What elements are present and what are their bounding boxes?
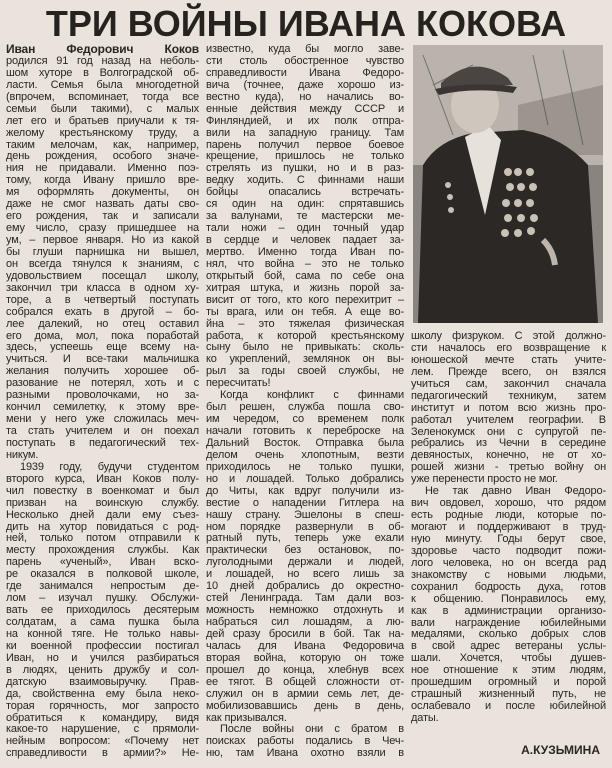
text-line: (впрочем, вспоминает, тогда все (6, 90, 199, 103)
article-column-1 (6, 44, 199, 760)
text-line: делом очень хлопотным, везти (206, 448, 404, 461)
text-line: ее тягот. В общей сложности от- (206, 675, 404, 688)
text-line: луголодными держали и людей, (206, 556, 404, 569)
text-line: вторая война, которую он тоже (206, 651, 404, 664)
text-line: справедливости Ивана Федоро- (206, 66, 404, 79)
text-line: ему число, сразу пришедшее на (6, 222, 199, 235)
text-line: Когда конфликт с финнами (220, 389, 404, 402)
text-line: кончил семилетку, к этому вре- (6, 401, 199, 414)
article-column-2 (206, 44, 404, 760)
text-line: родился 91 год назад на неболь- (6, 54, 199, 67)
text-line: уже перенести просто не мог. (411, 473, 558, 486)
text-line: лом – изучал пушку. Обслужи- (6, 592, 199, 605)
text-line: лого человека, но он всегда рад (411, 556, 606, 569)
text-line: пересчитать! (206, 377, 271, 390)
text-line: до Читы, как вдруг получили из- (206, 484, 404, 497)
text-line: вать ее приходилось десятерым (6, 604, 199, 617)
text-line: медалями, сколько добрых слов (411, 628, 606, 641)
text-line: шом хуторе в Волгоградской об- (6, 66, 199, 79)
text-line: здоровье часто подводит пожи- (411, 544, 606, 557)
text-line: Зеленокумск они с супругой пе- (411, 425, 606, 438)
text-line: его дома, мол, пока поработай (6, 329, 199, 342)
text-line: висит от того, кто кого перехитрит – (206, 293, 404, 306)
text-line: таким мелочам, как, например, (6, 138, 199, 151)
text-line: им чередом, со временем полк (206, 413, 404, 426)
text-line: к общению. Понравилось ему, (411, 592, 606, 605)
text-line: датскую взаимовыручку. Прав- (6, 675, 199, 688)
text-line: рошей жизни - третью войну он (411, 461, 606, 474)
veteran-portrait-photo (413, 45, 603, 323)
text-line: сохранил бодрость духа, готов (411, 580, 606, 593)
text-line: служил он в армии семь лет, де- (206, 687, 404, 700)
text-line: солдатам, а сама пушка была (6, 616, 199, 628)
text-line: его рождения, так и записали (6, 210, 199, 223)
text-line: Иван Федорович Коков (6, 42, 199, 56)
text-line: шали. Хочется, чтобы душев- (411, 652, 606, 665)
text-line: хитрая штука, и жизнь порой за- (206, 281, 404, 294)
text-line: мобилизовавшись день в день, (206, 699, 404, 712)
article-headline: ТРИ ВОЙНЫ ИВАНА КОКОВА (45, 3, 567, 44)
text-line: лем. Прежде всего, он взялся (411, 365, 606, 378)
text-line: торая горячность, мог запросто (6, 699, 199, 712)
text-line: парень «ученый», Иван вско- (6, 556, 199, 569)
text-line: знакомству с новыми людьми, (411, 568, 606, 581)
text-line: даже не смог назвать даты сво- (6, 198, 199, 211)
text-line: бы глуши парнишка ни вышел, (6, 245, 199, 258)
text-line: сти началось его возвращение к (411, 341, 606, 354)
text-line: ню, там Ивана охотно взяли в (206, 747, 404, 760)
text-line: ум, – первое января. Но из какой (6, 234, 199, 246)
text-line: ней, только потом отправили к (6, 532, 199, 545)
text-line: Финляндией, и их полк отпра- (206, 114, 404, 127)
text-line: нял, что война – это не только (206, 257, 404, 270)
text-line: никум. (6, 448, 39, 461)
text-line: поступать в педагогический тех- (6, 436, 199, 449)
text-line: удовольствием посещал школу, (6, 269, 199, 282)
text-line: ласти. Семья была многодетной (6, 78, 199, 91)
text-line: ся один на один: спрятавшись (206, 198, 404, 211)
text-line: разование не потерял, хоть и с (6, 377, 199, 390)
text-line: и лошадей, но всего лишь за (206, 568, 404, 581)
text-line: стей Ленинграда. Там дали воз- (206, 592, 404, 605)
text-line: работал учителем географии. В (411, 413, 606, 426)
text-line: даты. (411, 712, 439, 724)
text-line: Не так давно Иван Федоро- (425, 485, 606, 498)
text-line: в свой адрес ветераны услы- (411, 640, 606, 653)
text-line: вали награждение юбилейными (411, 616, 606, 629)
text-line: практически без остановок, по- (206, 544, 404, 557)
text-line: вили на западную границу. Там (206, 126, 404, 139)
text-line: Иван, но и учился разбираться (6, 651, 199, 664)
text-line: вестие о нападении Гитлера на (206, 496, 404, 509)
text-line: есть родные люди, которые по- (411, 509, 606, 522)
text-line: семьи были такими), с малых (6, 102, 199, 115)
text-line: крещение, пришлось не только (206, 150, 404, 163)
text-line: как в администрации организо- (411, 604, 606, 617)
text-line: тому, когда Ивану пришло вре- (6, 174, 199, 187)
text-line: как призывался. (206, 711, 287, 724)
text-line: тали ножи – один точный удар (206, 222, 404, 235)
text-line: ведку ходить. С финнами наши (206, 174, 404, 187)
text-line: ном порядке развернули в об- (206, 520, 404, 533)
text-line: желому крестьянскому труду, а (6, 126, 199, 139)
text-line: известно, куда бы могло заве- (206, 43, 404, 55)
text-line: енные действия между СССР и (206, 102, 404, 115)
text-line: ре оказался в полковой школе, (6, 568, 199, 581)
text-line: лет его и братьев приучали к тя- (6, 114, 199, 127)
text-line: та стать учителем и он поехал (6, 425, 199, 437)
text-line: дить на хутор повидаться с род- (6, 520, 199, 533)
text-line: стрелять из пушки, но и в раз- (206, 162, 404, 175)
text-line: сти столь обостренное чувство (206, 54, 404, 67)
text-line: учиться сам, закончил сначала (411, 377, 606, 390)
text-line: чил повестку в военкомат и был (6, 484, 199, 497)
text-line: разными проволочками, но за- (6, 389, 199, 402)
text-line: второго курса, Иван Коков полу- (6, 472, 199, 485)
text-line: ки военной профессии постигал (6, 639, 199, 652)
text-line: лее далекий, но отец оставил (6, 317, 199, 330)
text-line: открытый бой, сама по себе она (206, 269, 404, 282)
text-line: ты врага, или он тебя. А еще во- (206, 305, 404, 318)
text-line: ослабевало и после юбилейной (411, 700, 606, 713)
text-line: йна – это тяжелая физическая (206, 317, 404, 330)
text-line: прошел до конца, хлебнув всех (206, 663, 404, 676)
text-line: да, свойственна ему была неко- (6, 687, 199, 700)
text-line: страшный жизненный путь, не (411, 688, 606, 701)
text-line: какое-то нарушение, с прямоли- (6, 723, 199, 736)
text-line: можность немножко отдохнуть и (206, 604, 404, 617)
text-line: школу физруком. С этой должно- (411, 330, 606, 342)
text-line: справедливости в армии?» Не- (6, 747, 199, 760)
text-line: был решен, служба пошла сво- (206, 401, 404, 414)
text-line: чалась для Ивана Федоровича (206, 639, 404, 652)
text-line: в сердце и человек падает за- (206, 234, 404, 246)
text-line: собрался ехать в другой – бо- (6, 305, 199, 318)
text-line: вич овдовел, хорошо, что рядом (411, 497, 606, 510)
text-line: дей сразу бросили в бой. Так на- (206, 627, 404, 640)
text-line: но и лошадей. Только добрались (206, 472, 404, 485)
text-line: После войны они с братом в (220, 723, 404, 736)
text-line: где занимался непростым де- (6, 580, 199, 593)
text-line: набраться сил лошадям, а лю- (206, 616, 404, 628)
text-line: нейным вопросом: «Почему нет (6, 735, 199, 748)
text-line: девяностых, конечно, не от хо- (411, 449, 606, 462)
text-line: педагогический техникум, затем (411, 389, 606, 402)
text-line: обратиться к командиру, видя (6, 711, 199, 724)
text-line: Несколько дней дали ему съез- (6, 508, 199, 521)
text-line: прошедшим огромный и порой (411, 676, 606, 689)
text-line: вестно куда), но начались во- (206, 90, 404, 103)
text-line: нашу страну. Эшелоны в спеш- (206, 508, 404, 521)
text-line: рыл за годы своей службы, не (206, 365, 404, 378)
text-line: он всегда тянулся к знаниям, с (6, 257, 199, 270)
text-line: работа, к которой крестьянскому (206, 329, 404, 342)
text-line: закончил три класса в одном ху- (6, 281, 199, 294)
text-line: учиться. И все-таки мальчишка (6, 353, 199, 366)
text-line: здесь, успеешь еще всему на- (6, 341, 199, 354)
text-line: на конной тяге. Не только навы- (6, 627, 199, 640)
text-line: желания получить хорошее об- (6, 365, 199, 378)
text-line: юношеской мечте стать учите- (411, 353, 606, 366)
text-line: ную минуту. Годы берут свое, (411, 532, 606, 545)
text-line: за валунами, те мастерски ме- (206, 210, 404, 223)
text-line: ребрались из Чечни в середине (411, 437, 606, 450)
article-column-3 (411, 331, 606, 725)
text-line: приходилось не только пушки, (206, 460, 404, 473)
text-line: ное отношение к этим людям, (411, 664, 606, 677)
text-line: мертво. Именно тогда Иван по- (206, 245, 404, 258)
text-line: месту прохождения службы. Как (6, 544, 199, 557)
text-line: торе, а в четвертый поступать (6, 293, 199, 306)
text-line: парень получил первое боевое (206, 138, 404, 151)
text-line: в людях, ценить дружбу и сол- (6, 663, 199, 676)
text-line: Дальний Восток. Отправка была (206, 436, 404, 449)
text-line: ратный путь, теперь уже ехали (206, 532, 404, 545)
text-line: 1939 году, будучи студентом (20, 460, 199, 473)
author-signature: А.КУЗЬМИНА (521, 743, 600, 757)
text-line: мя оформлять документы, он (6, 186, 199, 199)
text-line: начали готовить к переброске на (206, 425, 404, 437)
text-line: ния не придавали. Именно поэ- (6, 162, 199, 175)
text-line: вича (точнее, даже хорошо из- (206, 78, 404, 91)
text-line: сыну было не привыкать: сколь- (206, 341, 404, 354)
text-line: могают и поддерживают в труд- (411, 521, 606, 533)
text-line: бойцы опасались встречать- (206, 186, 404, 199)
text-line: день рождения, особого значе- (6, 150, 199, 163)
text-line: мени у него уже сложилась меч- (6, 413, 199, 426)
text-line: ко укреплений, землянок он вы- (206, 353, 404, 366)
text-line: поисках работы подались в Чеч- (206, 735, 404, 748)
text-line: призван на воинскую службу. (6, 496, 199, 509)
text-line: институт и потом всю жизнь про- (411, 401, 606, 414)
text-line: 10 дней добрались до окрестно- (206, 580, 404, 593)
